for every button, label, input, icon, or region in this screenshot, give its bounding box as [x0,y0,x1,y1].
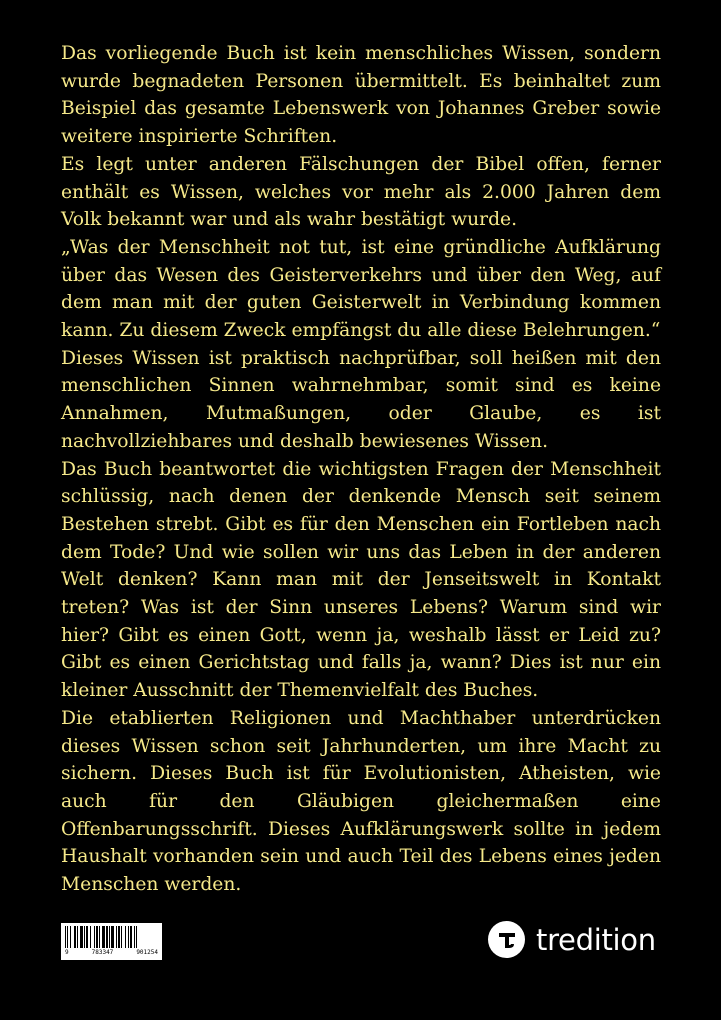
tredition-t-logo-icon [488,921,525,958]
barcode-digits-left: 783347 [91,949,114,956]
blurb-paragraph-4: Dieses Wissen ist praktisch nachprüfbar, soll heißen mit den menschlichen Sinnen wahrnehmbar, somit sind es keine Annahmen, Mutmaßungen, oder Glaube, es ist nachvollziehbares und deshalb bewiesenes Wissen. [61,347,661,452]
blurb-paragraph-2: Es legt unter anderen Fälschungen der Bibel offen, ferner enthält es Wissen, welches vor mehr als 2.000 Jahren dem Volk bekannt war und als wahr bestätigt wurde. [61,153,661,231]
blurb-paragraph-3: „Was der Menschheit not tut, ist eine gründliche Aufklärung über das Wesen des Geisterverkehrs und über den Weg, auf dem man mit der guten Geisterwelt in Verbindung kommen kann. Zu diesem Zweck empfängst du alle diese Belehrungen.“ [61,236,661,342]
barcode-digit-first: 9 [65,949,69,956]
barcode-digits-right: 901254 [136,949,158,956]
publisher-name: tredition [536,922,656,957]
back-cover-blurb [61,40,661,899]
blurb-paragraph-1: Das vorliegende Buch ist kein menschliches Wissen, sondern wurde begnadeten Personen übermittelt. Es beinhaltet zum Beispiel das gesamte Lebenswerk von Johannes Greber sowie weitere inspirierte Schriften. [61,43,661,148]
blurb-paragraph-5: Das Buch beantwortet die wichtigsten Fragen der Menschheit schlüssig, nach denen der denkende Mensch seit seinem Bestehen strebt. Gibt es für den Menschen ein Fortleben nach dem Tode? Und wie sollen wir uns das Leben in der anderen Welt denken? Kann man mit der Jenseitswelt in Kontakt treten? Was ist der Sinn unseres Lebens? Warum sind wir hier? Gibt es einen Gott, wenn ja, weshalb lässt er Leid zu? Gibt es einen Gerichtstag und falls ja, wann? Dies ist nur ein kleiner Ausschnitt der Themenvielfalt des Buches. [61,458,661,702]
isbn-barcode [61,923,162,960]
barcode-digits [65,949,158,956]
barcode-bars [65,926,158,948]
blurb-paragraph-6: Die etablierten Religionen und Machthaber unterdrücken dieses Wissen schon seit Jahrhunderten, um ihre Macht zu sichern. Dieses Buch ist für Evolutionisten, Atheisten, wie auch für den Gläubigen gleichermaßen eine Offenbarungsschrift. Dieses Aufklärungswerk sollte in jedem Haushalt vorhanden sein und auch Teil des Lebens eines jeden Menschen werden. [61,707,661,896]
publisher-logo [488,921,656,958]
